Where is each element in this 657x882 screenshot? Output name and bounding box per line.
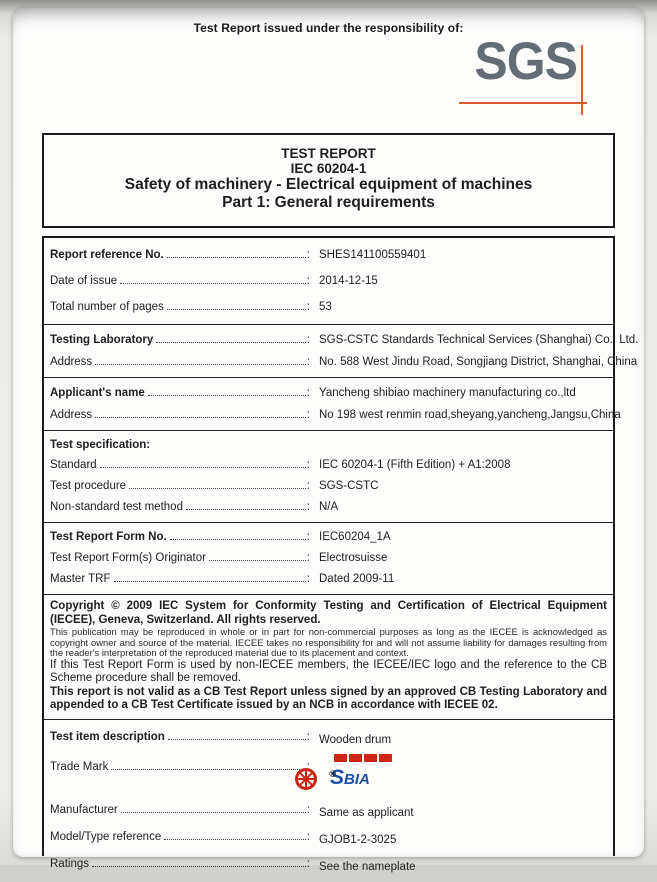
section-trf — [44, 522, 613, 594]
sgs-horizontal-line — [459, 102, 587, 104]
section-report-reference — [44, 238, 613, 324]
field-total-pages: Total number of pages : 53 — [50, 294, 607, 320]
section-testing-laboratory — [44, 324, 639, 377]
copyright-validity-note: This report is not valid as a CB Test Report unless signed by an approved CB Testing Laboratory and appended to a CB Test Certificate issued by an NCB in accordance with IECEE 02. — [50, 685, 607, 712]
sgs-logo-text: SGS — [474, 31, 577, 91]
field-value: GJOB1-2-3025 — [319, 833, 397, 846]
field-label: Test item description — [50, 730, 165, 743]
field-value: Same as applicant — [319, 806, 414, 819]
field-trf-number: Test Report Form No. : IEC60204_1A — [50, 527, 607, 548]
field-date-of-issue: Date of issue : 2014-12-15 — [50, 268, 607, 294]
field-value: SHES141100559401 — [319, 249, 427, 261]
copyright-non-iecee-note: If this Test Report Form is used by non-IECEE members, the IECEE/IEC logo and the reference to the CB Scheme procedure shall be removed. — [50, 658, 607, 685]
field-standard: Standard : IEC 60204-1 (Fifth Edition) + A1:2008 — [50, 455, 607, 476]
field-master-trf: Master TRF : Dated 2009-11 — [50, 569, 607, 590]
field-value: No. 588 West Jindu Road, Songjiang District, Shanghai, China — [319, 356, 638, 368]
report-fields-table — [42, 236, 639, 873]
field-test-procedure: Test procedure : SGS-CSTC — [50, 476, 607, 497]
field-label: Test procedure — [50, 480, 127, 492]
field-label: Model/Type reference — [50, 830, 162, 843]
report-standard-part: Part 1: General requirements — [222, 194, 435, 211]
field-label: Applicant's name — [50, 387, 145, 399]
field-label: Date of issue — [50, 275, 118, 287]
field-trf-originator: Test Report Form(s) Originator : Electrosuisse — [50, 548, 607, 569]
field-label: Master TRF — [50, 573, 111, 585]
field-value: Wooden drum — [319, 733, 392, 746]
field-label: Test Report Form No. — [50, 531, 167, 543]
field-testing-laboratory: Testing Laboratory : SGS-CSTC Standards Technical Services (Shanghai) Co., Ltd. — [50, 329, 607, 351]
field-value: See the nameplate — [319, 860, 416, 873]
field-label: Non-standard test method — [50, 501, 183, 513]
field-ratings: Ratings : See the nameplate — [50, 851, 607, 878]
field-model-type: Model/Type reference : GJOB1-2-3025 — [50, 824, 607, 851]
field-value: Dated 2009-11 — [319, 573, 395, 585]
field-label: Total number of pages — [50, 301, 164, 313]
copyright-heading: Copyright © 2009 IEC System for Conformity Testing and Certification of Electrical Equipment (IECEE), Geneva, Switzerland. All rights reserved. — [50, 600, 607, 626]
field-value: 2014-12-15 — [319, 275, 378, 287]
field-value: N/A — [319, 501, 339, 513]
issued-responsibility-line: Test Report issued under the responsibility of: — [193, 21, 464, 35]
field-report-reference: Report reference No. : SHES141100559401 — [50, 242, 607, 268]
field-label: Standard — [50, 459, 97, 471]
field-value: IEC60204_1A — [319, 531, 391, 543]
field-value: Yancheng shibiao machinery manufacturing co.,ltd — [319, 387, 576, 399]
field-value: SGS-CSTC Standards Technical Services (Shanghai) Co., Ltd. — [319, 334, 639, 346]
report-page — [13, 8, 644, 873]
field-label: Address — [50, 409, 93, 421]
field-applicant-name: Applicant's name : Yancheng shibiao machinery manufacturing co.,ltd — [50, 382, 607, 404]
field-label: Report reference No. — [50, 249, 164, 261]
field-trade-mark: Trade Mark : ® — [50, 751, 607, 797]
field-label: Testing Laboratory — [50, 334, 154, 346]
field-label: Ratings — [50, 857, 89, 870]
field-manufacturer: Manufacturer : Same as applicant — [50, 797, 607, 824]
field-value: 53 — [319, 301, 332, 313]
section-copyright — [44, 594, 613, 719]
section-test-item — [44, 719, 613, 882]
registered-trademark-icon: ® — [329, 768, 336, 779]
field-label: Address — [50, 356, 93, 368]
field-value: SGS-CSTC — [319, 480, 379, 492]
field-value: Electrosuisse — [319, 552, 388, 564]
section-applicant — [44, 377, 621, 430]
field-label: Trade Mark — [50, 760, 109, 773]
report-title-box — [42, 133, 615, 228]
test-specification-header: Test specification: — [50, 439, 151, 451]
field-label: Test Report Form(s) Originator — [50, 552, 206, 564]
section-test-specification — [44, 430, 613, 522]
field-value: IEC 60204-1 (Fifth Edition) + A1:2008 — [319, 459, 511, 471]
copyright-notice: This publication may be reproduced in whole or in part for non-commercial purposes as long as the IECEE is acknowledged as copyright owner and source of the material. IECEE takes no responsibility for and will not assume liability for damages resulting from the reader's interpretation of the reproduced material due to its placement and context. — [50, 626, 607, 659]
field-laboratory-address: Address : No. 588 West Jindu Road, Songjiang District, Shanghai, China — [50, 351, 607, 373]
sgs-vertical-line — [581, 45, 583, 115]
report-standard-title: Safety of machinery - Electrical equipment of machines — [124, 176, 533, 193]
field-non-standard-method: Non-standard test method : N/A — [50, 497, 607, 518]
report-title: TEST REPORT — [281, 146, 376, 161]
report-standard-number: IEC 60204-1 — [290, 161, 367, 176]
field-applicant-address: Address : No 198 west renmin road,sheyang,yancheng,Jangsu,China — [50, 404, 607, 426]
sgs-logo — [42, 31, 615, 115]
field-test-item-description: Test item description : Wooden drum — [50, 724, 607, 751]
field-label: Manufacturer — [50, 803, 118, 816]
field-value: No 198 west renmin road,sheyang,yancheng,Jangsu,China — [319, 409, 621, 421]
